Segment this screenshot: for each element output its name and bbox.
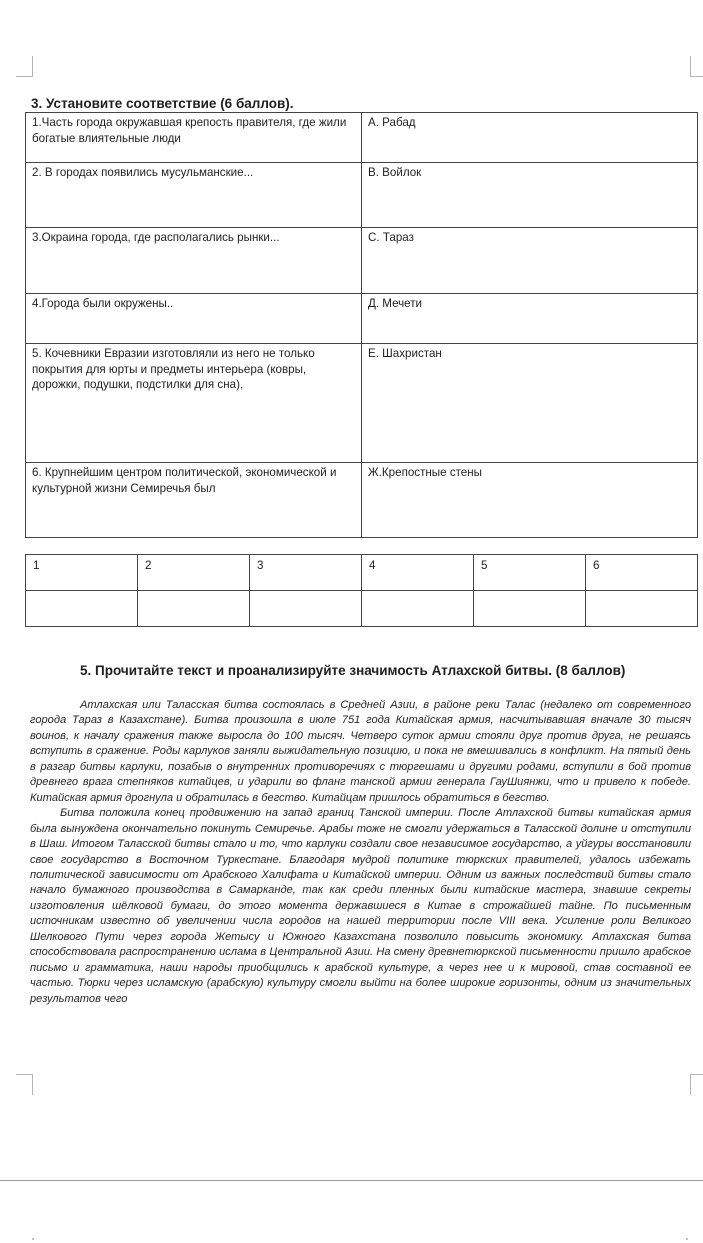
answer-input-row: [26, 591, 698, 627]
answer-option-cell: В. Войлок: [362, 163, 698, 228]
question-cell: 6. Крупнейшим центром политической, экономической и культурной жизни Семиречья был: [26, 463, 362, 538]
answer-header-row: [26, 555, 698, 591]
page-dot: [32, 1238, 34, 1240]
table-row: [26, 344, 698, 463]
page-break-line: [0, 1180, 703, 1181]
matching-table: [25, 112, 698, 538]
question-cell: 5. Кочевники Евразии изготовляли из него не только покрытия для юрты и предметы интерьера (ковры, дорожки, подушки, подстилки для сна),: [26, 344, 362, 463]
page-corner-mark-bottom-left: [16, 1074, 33, 1095]
answer-blank-cell[interactable]: [586, 591, 698, 627]
table-row: [26, 463, 698, 538]
answer-blank-cell[interactable]: [362, 591, 474, 627]
answer-grid-table: [25, 554, 698, 627]
question-cell: 3.Окраина города, где располагались рынки...: [26, 228, 362, 294]
text-paragraph: Атлахская или Таласская битва состоялась в Средней Азии, в районе реки Талас (недалеко от современного города Тараз в Казахстане). Битва произошла в июле 751 года Китайская армия, насчитывавшая вначале 30 тысяч воинов, к началу сражения также выросла до 100 тысяч. Четверо суток армии стояли друг против друга, не решаясь вступить в сражение. Роды карлуков заняли выжидательную позицию, и пока не вмешивались в конфликт. На пятый день в разгар битвы карлуки, позабыв о внутренних противоречиях с тюргешами и другими родами, вступили в бой против древнего врага степняков китайцев, и ударили во фланг танской армии генерала ГауШиянжи, что и привело к победе. Китайская армия дрогнула и обратилась в бегство. Китайцам пришлось обратиться в бегство.: [30, 699, 691, 804]
table-row: [26, 228, 698, 294]
question-cell: 1.Часть города окружавшая крепость правителя, где жили богатые влиятельные люди: [26, 113, 362, 163]
answer-option-cell: Д. Мечети: [362, 294, 698, 344]
answer-blank-cell[interactable]: [138, 591, 250, 627]
text-paragraph: Битва положила конец продвижению на запад границ Танской империи. После Атлахской битвы китайская армия была вынуждена окончательно покинуть Семиречье. Арабы тоже не смогли удержаться в Таласской долине и отступили в Шаш. Итогом Таласской битвы стало и то, что карлуки создали свое независимое государство, а уйгуры восстановили свое государство в Восточном Туркестане. Благодаря мудрой политике тюркских правителей, удалось избежать политической зависимости от Арабского Халифата и Китайской империи. Одним из важных последствий битвы стало начало бумажного производства в Самарканде, так как среди пленных были китайские мастера, знавшие секреты изготовления шёлковой бумаги, до этого момента державшиеся в Китае в строжайшей тайне. По письменным источникам известно об увеличении числа городов на нашей территории после VIII века. Усиление роли Великого Шелкового Пути через города Жетысу и Южного Казахстана позволило повысить экономику. Атлахская битва способствовала распространению ислама в Центральной Азии. На смену древнетюркской письменности пришло арабское письмо и грамматика, наши народы приобщились к арабской культуре, а через нее и к мировой, став составной ее частью. Тюрки через исламскую (арабскую) культуру смогли выйти на более широкие горизонты, одним из значительных результатов чего: [30, 807, 691, 1005]
answer-option-cell: С. Тараз: [362, 228, 698, 294]
task5-title: 5. Прочитайте текст и проанализируйте значимость Атлахской битвы. (8 баллов): [80, 663, 626, 678]
answer-number-cell: 1: [26, 555, 138, 591]
reading-text: [30, 698, 691, 1007]
table-row: [26, 163, 698, 228]
page-corner-mark-top-left: [16, 56, 33, 77]
table-row: [26, 294, 698, 344]
answer-number-cell: 5: [474, 555, 586, 591]
answer-blank-cell[interactable]: [26, 591, 138, 627]
page-corner-mark-top-right: [690, 56, 703, 77]
page-dot: [686, 1238, 688, 1240]
task3-title: 3. Установите соответствие (6 баллов).: [31, 96, 294, 111]
answer-option-cell: Е. Шахристан: [362, 344, 698, 463]
answer-blank-cell[interactable]: [250, 591, 362, 627]
answer-option-cell: Ж.Крепостные стены: [362, 463, 698, 538]
answer-number-cell: 3: [250, 555, 362, 591]
answer-number-cell: 4: [362, 555, 474, 591]
question-cell: 4.Города были окружены..: [26, 294, 362, 344]
page-corner-mark-bottom-right: [690, 1074, 703, 1095]
table-row: [26, 113, 698, 163]
question-cell: 2. В городах появились мусульманские...: [26, 163, 362, 228]
answer-number-cell: 2: [138, 555, 250, 591]
answer-option-cell: А. Рабад: [362, 113, 698, 163]
answer-blank-cell[interactable]: [474, 591, 586, 627]
answer-number-cell: 6: [586, 555, 698, 591]
